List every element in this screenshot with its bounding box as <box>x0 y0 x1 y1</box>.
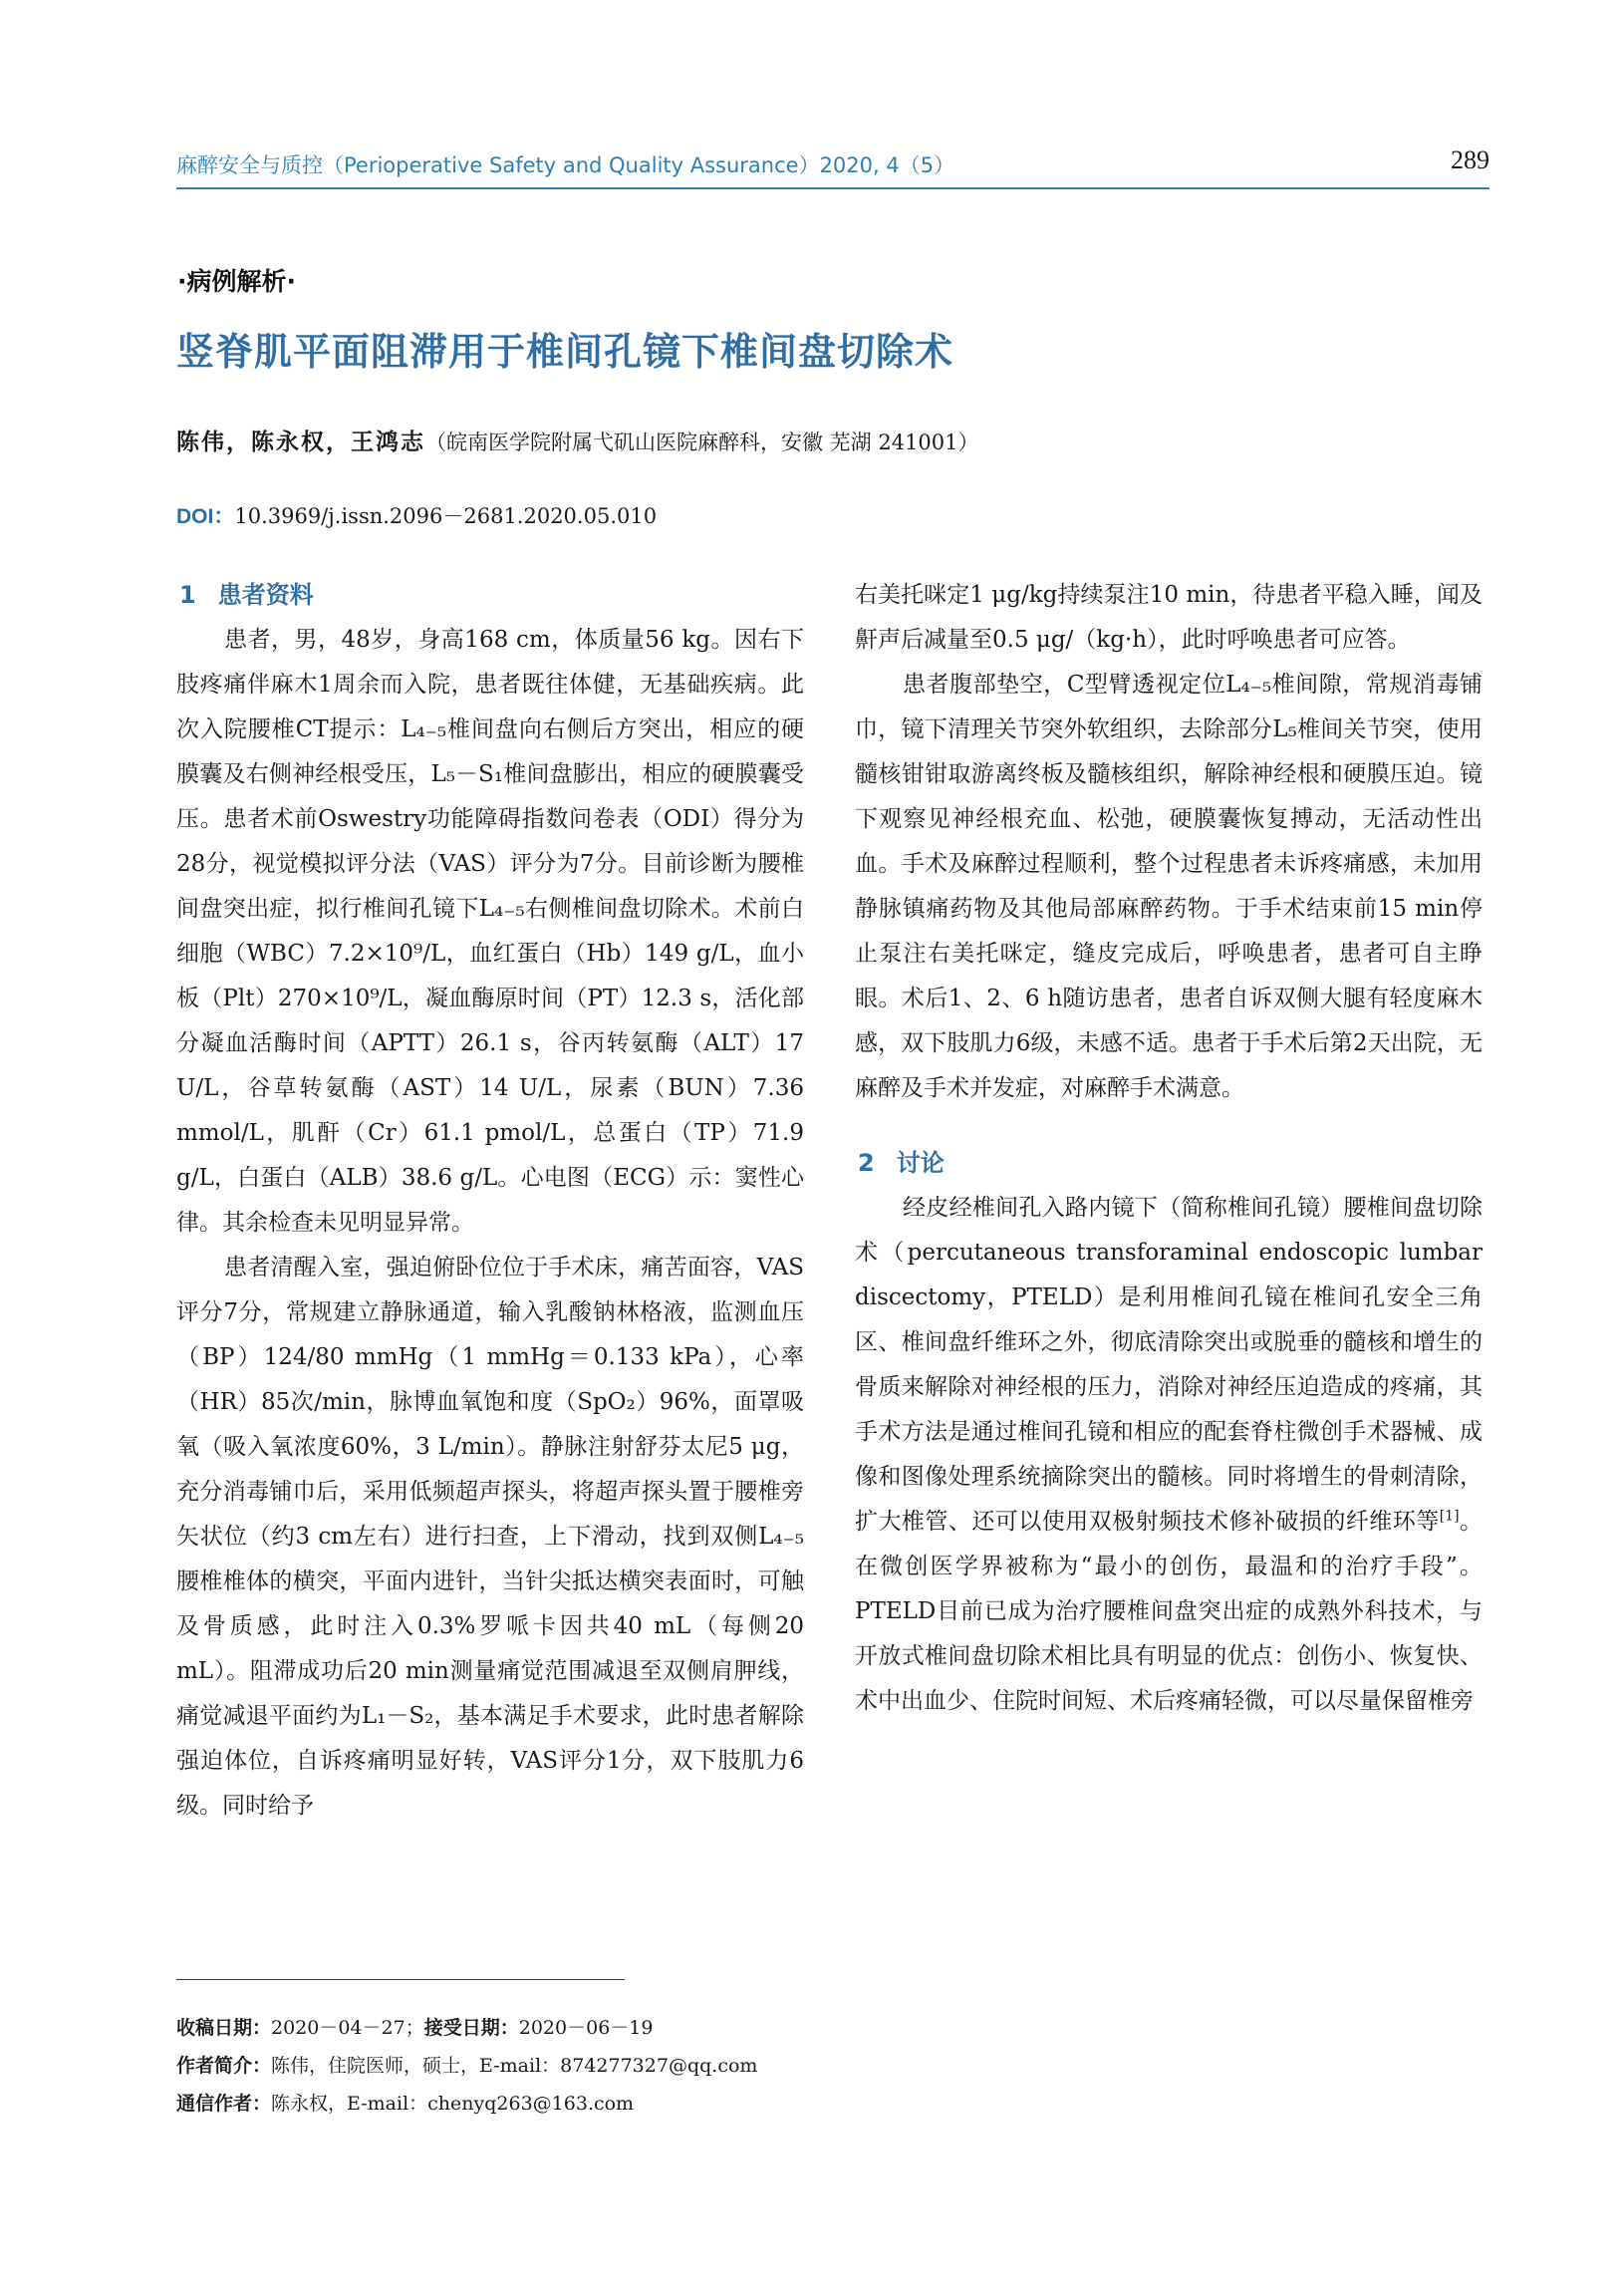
doi-label: DOI： <box>176 505 235 528</box>
running-head: 麻醉安全与质控（Perioperative Safety and Quality Assurance）2020, 4（5） <box>176 153 955 177</box>
corresponding-label: 通信作者： <box>176 2093 272 2115</box>
doi-line <box>176 500 657 530</box>
header-rule <box>176 187 1489 189</box>
author-bio: 陈伟，住院医师，硕士，E-mail：874277327@qq.com <box>271 2055 758 2077</box>
authors-line <box>176 424 979 456</box>
section-heading-1 <box>179 573 804 618</box>
footnotes <box>176 2009 757 2123</box>
footnote-rule <box>176 1979 625 1980</box>
received-label: 收稿日期： <box>176 2017 272 2039</box>
footnote-author <box>176 2047 757 2085</box>
section-title: 患者资料 <box>217 581 314 609</box>
author-affiliation: （皖南医学院附属弋矶山医院麻醉科，安徽 芜湖 241001） <box>425 430 979 454</box>
article-title: 竖脊肌平面阻滞用于椎间孔镜下椎间盘切除术 <box>176 330 954 374</box>
accepted-date: 2020－06－19 <box>518 2017 654 2039</box>
right-column <box>855 573 1483 1724</box>
doi-value: 10.3969/j.issn.2096－2681.2020.05.010 <box>234 504 658 528</box>
left-column <box>176 573 804 1829</box>
page-number: 289 <box>1451 145 1489 174</box>
paragraph <box>855 1186 1483 1724</box>
paragraph: 患者清醒入室，强迫俯卧位位于手术床，痛苦面容，VAS评分7分，常规建立静脉通道，输入乳酸钠林格液，监测血压（BP）124/80 mmHg（1 mmHg＝0.133 kPa），心率（HR）85次/min，脉博血氧饱和度（SpO₂）96%，面罩吸氧（吸入氧浓度60%，3 L/min）。静脉注射舒芬太尼5 μg，充分消毒铺巾后，采用低频超声探头，将超声探头置于腰椎旁矢状位（约3 cm左右）进行扫查，上下滑动，找到双侧L₄₋₅腰椎椎体的横突，平面内进针，当针尖抵达横突表面时，可触及骨质感，此时注入0.3%罗哌卡因共40 mL（每侧20 mL）。阻滞成功后20 min测量痛觉范围减退至双侧肩胛线，痛觉减退平面约为L₁－S₂，基本满足手术要求，此时患者解除强迫体位，自诉疼痛明显好转，VAS评分1分，双下肢肌力6级。同时给予 <box>176 1255 804 1819</box>
section-gap <box>855 1111 1483 1141</box>
section-heading-2 <box>858 1141 1483 1186</box>
section-number: 1 <box>179 581 196 609</box>
accepted-label: 接受日期： <box>423 2017 519 2039</box>
corresponding-author: 陈永权，E-mail：chenyq263@163.com <box>271 2093 635 2115</box>
paragraph-continued: 右美托咪定1 μg/kg持续泵注10 min，待患者平稳入睡，闻及鼾声后减量至0.5 μg/（kg·h），此时呼唤患者可应答。 <box>855 582 1483 653</box>
paragraph: 患者腹部垫空，C型臂透视定位L₄₋₅椎间隙，常规消毒铺巾，镜下清理关节突外软组织，去除部分L₅椎间关节突，使用髓核钳钳取游离终板及髓核组织，解除神经根和硬膜压迫。镜下观察见神经根充血、松弛，硬膜囊恢复搏动，无活动性出血。手术及麻醉过程顺利，整个过程患者未诉疼痛感，未加用静脉镇痛药物及其他局部麻醉药物。于手术结束前15 min停止泵注右美托咪定，缝皮完成后，呼唤患者，患者可自主睁眼。术后1、2、6 h随访患者，患者自诉双侧大腿有轻度麻木感，双下肢肌力6级，未感不适。患者于手术后第2天出院，无麻醉及手术并发症，对麻醉手术满意。 <box>855 672 1483 1101</box>
paragraph-text: 经皮经椎间孔入路内镜下（简称椎间孔镜）腰椎间盘切除术（percutaneous transforaminal endoscopic lumbar discectomy，PTELD）是利用椎间孔镜在椎间孔安全三角区、椎间盘纤维环之外，彻底清除突出或脱垂的髓核和增生的骨质来解除对神经根的压力，消除对神经压迫造成的疼痛，其手术方法是通过椎间孔镜和相应的配套脊柱微创手术器械、成像和图像处理系统摘除突出的髓核。同时将增生的骨刺清除，扩大椎管、还可以使用双极射频技术修补破损的纤维环等 <box>855 1195 1483 1535</box>
footnote-corresponding <box>176 2085 757 2123</box>
footnote-dates <box>176 2009 757 2047</box>
paragraph: 患者，男，48岁，身高168 cm，体质量56 kg。因右下肢疼痛伴麻木1周余而入院，患者既往体健，无基础疾病。此次入院腰椎CT提示：L₄₋₅椎间盘向右侧后方突出，相应的硬膜囊及右侧神经根受压，L₅－S₁椎间盘膨出，相应的硬膜囊受压。患者术前Oswestry功能障碍指数问卷表（ODI）得分为28分，视觉模拟评分法（VAS）评分为7分。目前诊断为腰椎间盘突出症，拟行椎间孔镜下L₄₋₅右侧椎间盘切除术。术前白细胞（WBC）7.2×10⁹/L，血红蛋白（Hb）149 g/L，血小板（Plt）270×10⁹/L，凝血酶原时间（PT）12.3 s，活化部分凝血活酶时间（APTT）26.1 s，谷丙转氨酶（ALT）17 U/L，谷草转氨酶（AST）14 U/L，尿素（BUN）7.36 mmol/L，肌酐（Cr）61.1 pmol/L，总蛋白（TP）71.9 g/L，白蛋白（ALB）38.6 g/L。心电图（ECG）示：窦性心律。其余检查未见明显异常。 <box>176 627 804 1236</box>
citation-ref[interactable]: [1] <box>1439 1508 1460 1525</box>
received-date: 2020－04－27； <box>271 2017 424 2039</box>
section-number: 2 <box>858 1149 875 1177</box>
author-bio-label: 作者简介： <box>176 2055 272 2077</box>
author-names: 陈伟，陈永权，王鸿志 <box>176 428 425 455</box>
section-type: ·病例解析· <box>177 267 296 296</box>
section-title: 讨论 <box>896 1149 945 1177</box>
paragraph-text: 。在微创医学界被称为“最小的创伤，最温和的治疗手段”。PTELD目前已成为治疗腰椎间盘突出症的成熟外科技术，与开放式椎间盘切除术相比具有明显的优点：创伤小、恢复快、术中出血少、住院时间短、术后疼痛轻微，可以尽量保留椎旁 <box>855 1509 1484 1714</box>
